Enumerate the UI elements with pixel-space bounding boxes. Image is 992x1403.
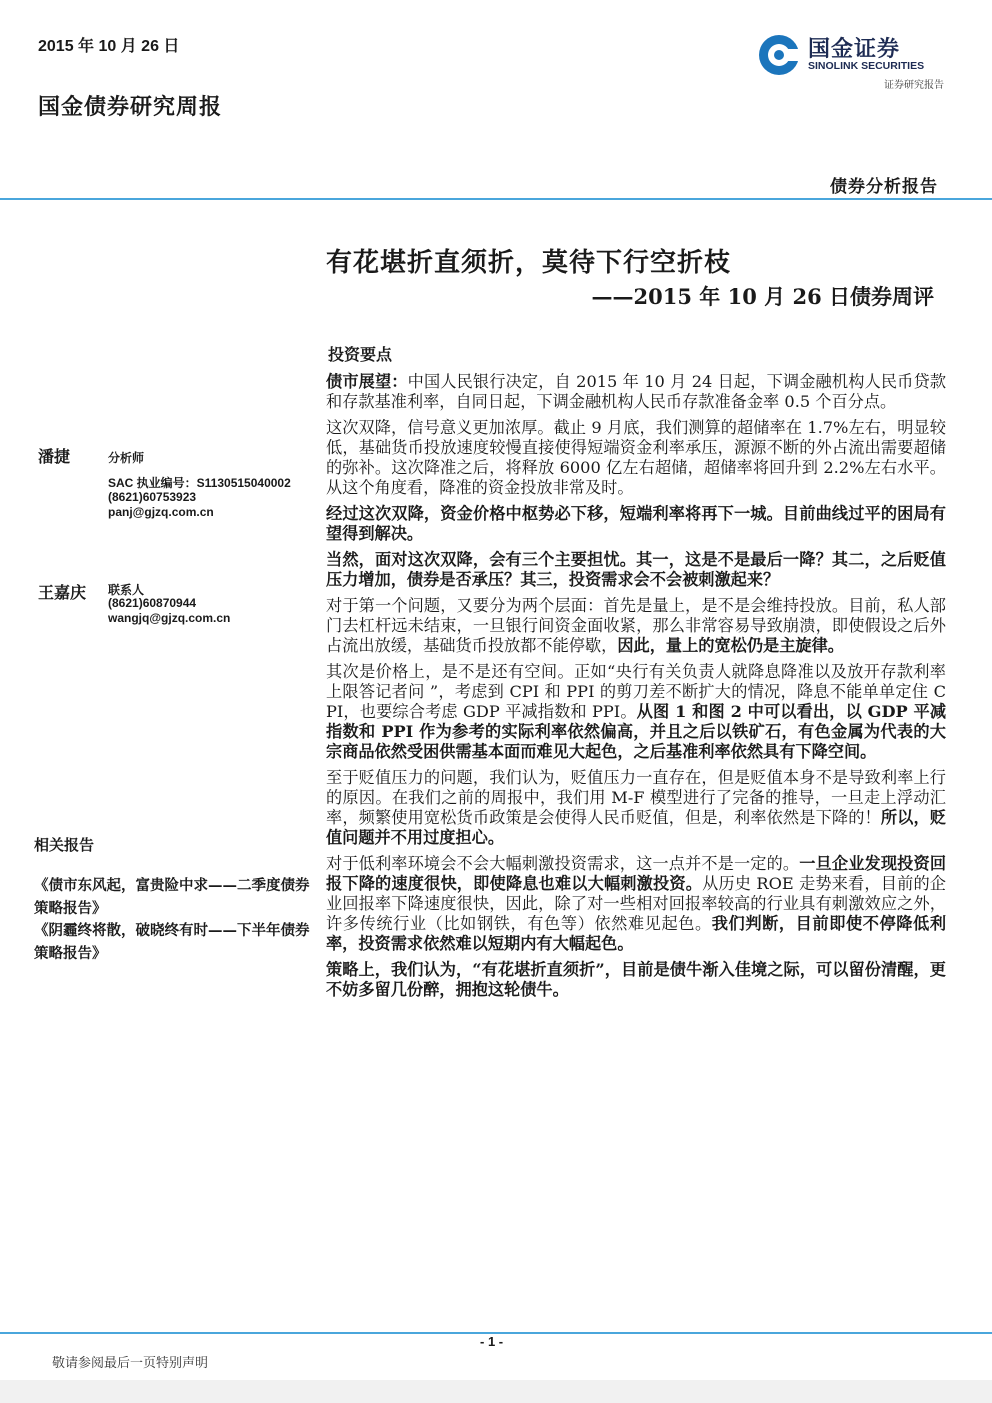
page-number: - 1 - [480, 1334, 504, 1349]
keypoints-heading: 投资要点 [328, 345, 393, 364]
body-paragraph [326, 504, 946, 544]
contact-card [38, 580, 318, 640]
emphasis-text: 一旦企业发现投资回报下降的速度很快，即使降息也难以大幅刺激投资。 [326, 854, 947, 893]
emphasis-text: 所以，贬值问题并不用过度担心。 [326, 808, 947, 847]
body-text: 这次双降，信号意义更加浓厚。截止 9 月底，我们测算的超储率在 1.7%左右，明显较低，基础货币投放速度较慢直接使得短端资金利率承压，源源不断的外占流出需要超储的弥补。这次降准之后，将释放 6000 亿左右超储，超储率将回升到 2.2%左右水平。从这个角度看，降准的资金投放非常及时。 [326, 418, 946, 497]
body-paragraph [326, 550, 946, 590]
contact-email[interactable]: wangjq@gjzq.com.cn [108, 611, 231, 625]
related-reports-heading: 相关报告 [34, 836, 95, 854]
body-text: 中国人民银行决定，自 2015 年 10 月 24 日起，下调金融机构人民币贷款和存款基准利率，自同日起，下调金融机构人民币存款准备金率 0.5 个百分点。 [326, 372, 947, 411]
emphasis-text: 策略上，我们认为，“有花堪折直须折”，目前是债牛渐入佳境之际，可以留份清醒，更不妨多留几份醉，拥抱这轮债牛。 [326, 960, 946, 999]
footer-band [0, 1380, 992, 1403]
analyst-email[interactable]: panj@gjzq.com.cn [108, 505, 214, 519]
body-paragraph [326, 768, 946, 848]
body-paragraph [326, 960, 946, 1000]
logo-subtitle: 证券研究报告 [884, 80, 944, 91]
report-body [326, 372, 946, 1006]
logo-en-text: SINOLINK SECURITIES [808, 60, 925, 72]
report-date: 2015 年 10 月 26 日 [38, 38, 180, 55]
body-text: 至于贬值压力的问题，我们认为，贬值压力一直存在，但是贬值本身不是导致利率上行的原因。在我们之前的周报中，我们用 M-F 模型进行了完备的推导，一旦走上浮动汇率，频繁使用宽松货币政策是会使得人民币贬值，但是，利率依然是下降的！ [326, 768, 946, 827]
body-text: 对于低利率环境会不会大幅刺激投资需求，这一点并不是一定的。 [326, 854, 800, 873]
weekly-title: 国金债券研究周报 [38, 94, 223, 120]
analyst-name: 潘捷 [38, 447, 71, 466]
emphasis-text: 从图 1 和图 2 中可以看出，以 GDP 平减指数和 PPI 作为参考的实际利率依然偏高，并且之后以铁矿石，有色金属为代表的大宗商品依然受困供需基本面而难见大起色，之后基准利率依然具有下降空间。 [326, 702, 947, 761]
emphasis-text: 我们判断，目前即使不停降低利率，投资需求依然难以短期内有大幅起色。 [326, 914, 947, 953]
body-text: 对于第一个问题，又要分为两个层面：首先是量上，是不是会维持投放。目前，私人部门去杠杆远未结束，一旦银行间资金面收紧，那么非常容易导致崩溃，即使假设之后外占流出放缓，基础货币投放都不能停歇， [326, 596, 946, 655]
analyst-role: 分析师 [108, 451, 145, 465]
body-paragraph [326, 372, 946, 412]
body-text: 其次是价格上，是不是还有空间。正如“央行有关负责人就降息降准以及放开存款利率上限答记者问 ”，考虑到 CPI 和 PPI 的剪刀差不断扩大的情况，降息不能单单定住 CPI，也要综合考虑 GDP 平减指数和 PPI。 [326, 662, 946, 721]
emphasis-text: 债市展望： [326, 372, 408, 391]
footer-disclaimer: 敬请参阅最后一页特别声明 [52, 1356, 209, 1371]
related-report-item[interactable]: 《阴霾终将散，破晓终有时——下半年债券策略报告》 [34, 922, 310, 962]
report-subtitle: ——2015 年 10 月 26 日债券周评 [591, 284, 934, 309]
contact-name: 王嘉庆 [38, 583, 87, 602]
body-paragraph [326, 662, 946, 762]
analyst-sac: SAC 执业编号：S1130515040002 [108, 476, 291, 490]
report-title: 有花堪折直须折，莫待下行空折枝 [326, 248, 732, 278]
body-paragraph [326, 596, 946, 656]
report-category: 债券分析报告 [830, 177, 938, 197]
company-logo [756, 30, 946, 92]
related-reports-list [34, 875, 318, 965]
contact-phone: (8621)60870944 [108, 596, 197, 610]
header-divider [0, 198, 992, 200]
sinolink-logo-icon [756, 32, 802, 78]
emphasis-text: 经过这次双降，资金价格中枢势必下移，短端利率将再下一城。目前曲线过平的困局有望得到解决。 [326, 504, 946, 543]
emphasis-text: 当然，面对这次双降，会有三个主要担忧。其一，这是不是最后一降？其二，之后贬值压力增加，债券是否承压？其三，投资需求会不会被刺激起来？ [326, 550, 946, 589]
body-paragraph [326, 854, 946, 954]
body-text: 从历史 ROE 走势来看，目前的企业回报率下降速度很快，因此，除了对一些相对回报率较高的行业具有刺激效应之外，许多传统行业（比如钢铁，有色等）依然难见起色。 [326, 874, 946, 933]
related-report-item[interactable]: 《债市东风起，富贵险中求——二季度债券策略报告》 [34, 877, 310, 917]
logo-cn-text: 国金证券 [808, 36, 901, 61]
emphasis-text: 因此，量上的宽松仍是主旋律。 [617, 636, 844, 655]
contact-role: 联系人 [108, 583, 145, 597]
analyst-card [38, 444, 318, 524]
analyst-phone: (8621)60753923 [108, 490, 197, 504]
body-paragraph [326, 418, 946, 498]
